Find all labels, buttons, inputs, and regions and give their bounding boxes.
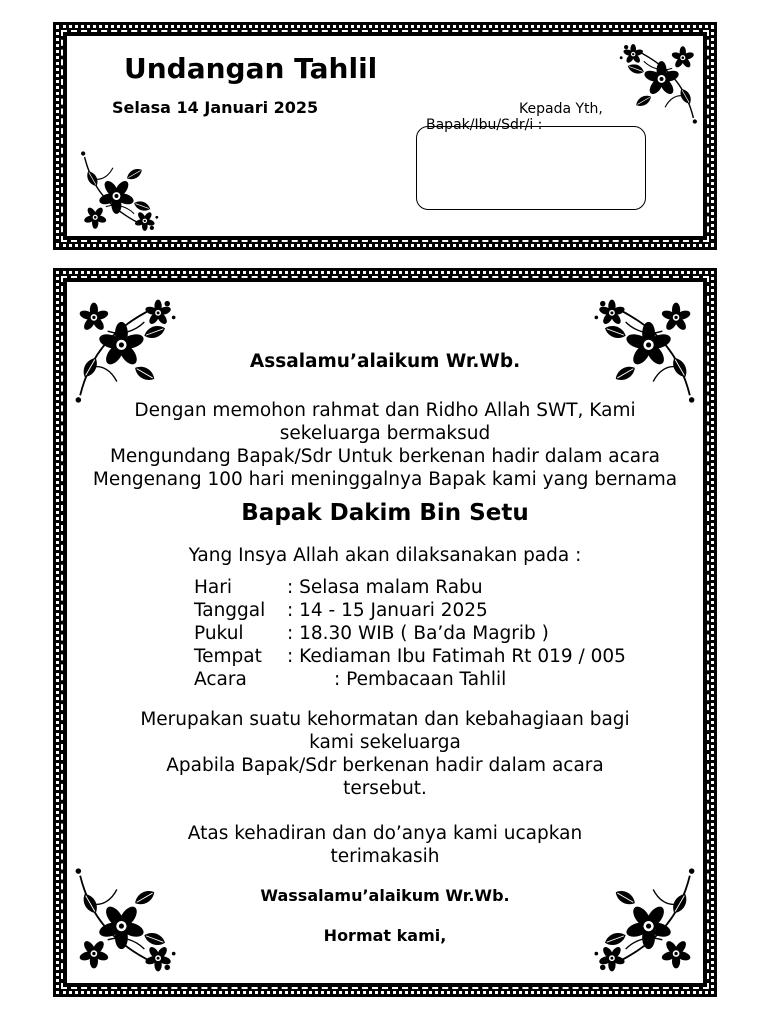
schedule-intro: Yang Insya Allah akan dilaksanakan pada : (188, 545, 582, 566)
intro-line: Mengundang Bapak/Sdr Untuk berkenan hadir dalam acara (109, 446, 661, 467)
closing-line: Merupakan suatu kehormatan dan kebahagiaan bagi (140, 709, 630, 730)
thanks-line: terimakasih (330, 846, 440, 867)
floral-corner-icon (589, 864, 699, 979)
detail-row-acara (194, 669, 506, 690)
detail-value: : 18.30 WIB ( Ba’da Magrib ) (287, 623, 549, 644)
closing-line: tersebut. (343, 778, 427, 799)
signoff: Hormat kami, (323, 926, 447, 945)
detail-label: Hari (194, 577, 232, 598)
greeting: Assalamu’alaikum Wr.Wb. (249, 351, 521, 372)
detail-label: Acara (194, 669, 247, 690)
detail-value: : Pembacaan Tahlil (334, 669, 507, 690)
thanks-line: Atas kehadiran dan do’anya kami ucapkan (187, 823, 583, 844)
closing-line: kami sekeluarga (309, 732, 461, 753)
farewell: Wassalamu’alaikum Wr.Wb. (260, 886, 510, 905)
intro-line: Dengan memohon rahmat dan Ridho Allah SWT, Kami (134, 400, 636, 421)
recipient-label: Kepada Yth, (519, 101, 603, 117)
detail-row-tanggal (194, 600, 488, 621)
header-card (53, 22, 717, 250)
detail-label: Tanggal (194, 600, 266, 621)
intro-line: Mengenang 100 hari meninggalnya Bapak kami yang bernama (92, 469, 678, 490)
detail-row-tempat (194, 646, 626, 667)
recipient-title: Bapak/Ibu/Sdr/i : (426, 117, 543, 133)
detail-row-hari (194, 577, 483, 598)
main-card (53, 268, 717, 997)
intro-line: sekeluarga bermaksud (279, 423, 491, 444)
detail-label: Tempat (194, 646, 262, 667)
deceased-name: Bapak Dakim Bin Setu (241, 500, 529, 526)
floral-corner-icon (608, 40, 708, 125)
detail-row-pukul (194, 623, 549, 644)
closing-line: Apabila Bapak/Sdr berkenan hadir dalam acara (166, 755, 604, 776)
detail-value: : 14 - 15 Januari 2025 (287, 600, 488, 621)
detail-value: : Kediaman Ibu Fatimah Rt 019 / 005 (287, 646, 626, 667)
invitation-title: Undangan Tahlil (124, 52, 378, 85)
detail-value: : Selasa malam Rabu (287, 577, 483, 598)
detail-label: Pukul (194, 623, 244, 644)
invitation-date: Selasa 14 Januari 2025 (112, 98, 319, 117)
floral-corner-icon (70, 150, 170, 235)
recipient-name-box (416, 126, 646, 210)
floral-corner-icon (71, 864, 181, 979)
